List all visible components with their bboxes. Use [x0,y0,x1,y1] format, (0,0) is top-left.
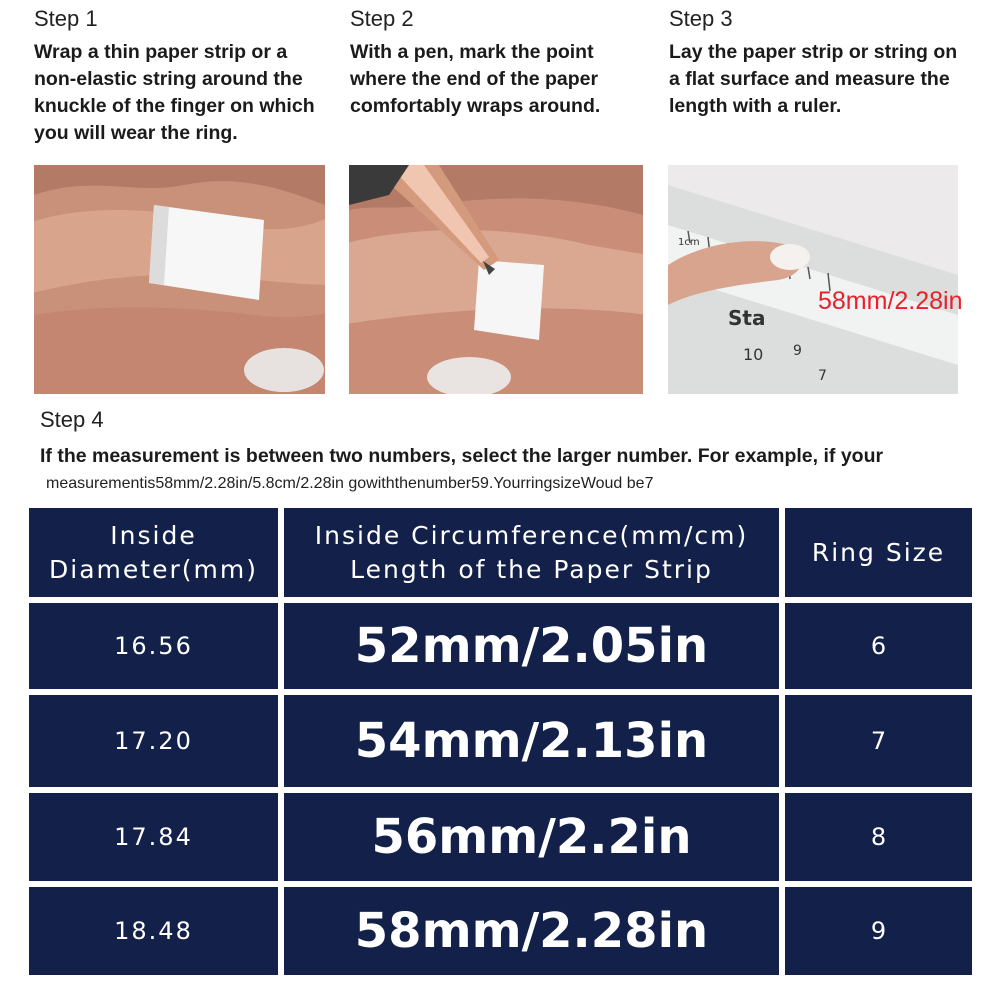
ruler-label-cm: 1cm [678,237,700,248]
step-3-measurement-callout: 58mm/2.28in [818,287,963,315]
ruler-label-9: 9 [793,343,802,359]
row-1-size: 6 [785,603,972,689]
step-2-photo [349,165,643,394]
row-2-diameter: 17.20 [29,695,278,787]
ruler-brand-text: Sta [728,306,766,330]
step-4-text: If the measurement is between two numbers, select the larger number. For example, if your [40,445,884,467]
row-4-size: 9 [785,887,972,975]
ruler-label-10: 10 [743,345,764,364]
step-1-text: Wrap a thin paper strip or a non-elastic string around the knuckle of the finger on which you will wear the ring. [34,41,315,144]
step-3-text: Lay the paper strip or string on a flat surface and measure the length with a ruler. [669,41,958,117]
step-3-photo [668,165,958,394]
row-1-diameter: 16.56 [29,603,278,689]
step-1-photo [34,165,325,394]
step-2-title: Step 2 [350,6,414,31]
step-2-text: With a pen, mark the point where the end of the paper comfortably wraps around. [350,41,601,117]
row-2-size: 7 [785,695,972,787]
row-4-diameter: 18.48 [29,887,278,975]
ruler-label-7: 7 [818,368,827,384]
row-4-circumference: 58mm/2.28in [284,887,779,975]
step-4-subtext: measurementis58mm/2.28in/5.8cm/2.28in gowiththenumber59.YourringsizeWoud be7 [46,475,654,492]
row-3-size: 8 [785,793,972,881]
header-ring-size: Ring Size [785,508,972,597]
header-inside-diameter: Inside Diameter(mm) [29,508,278,597]
step-4-title: Step 4 [40,407,104,432]
step-3-title: Step 3 [669,6,733,31]
row-3-circumference: 56mm/2.2in [284,793,779,881]
step-1-title: Step 1 [34,6,98,31]
ring-size-table [29,508,972,975]
row-1-circumference: 52mm/2.05in [284,603,779,689]
row-3-diameter: 17.84 [29,793,278,881]
header-circumference: Inside Circumference(mm/cm) Length of the Paper Strip [284,508,779,597]
row-2-circumference: 54mm/2.13in [284,695,779,787]
